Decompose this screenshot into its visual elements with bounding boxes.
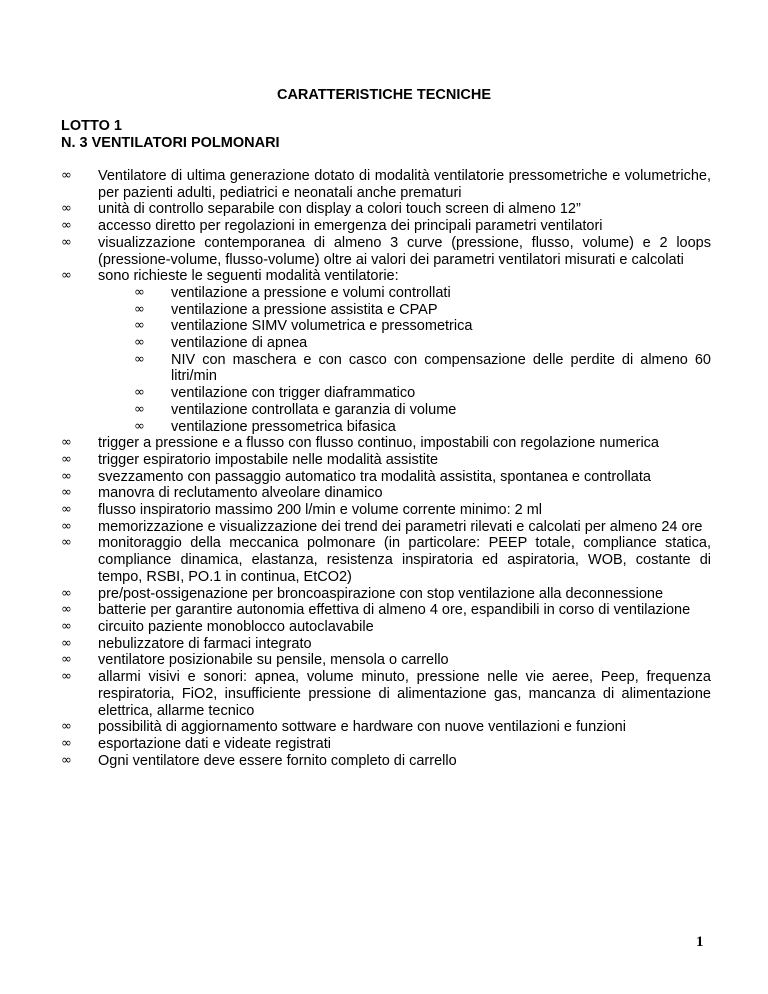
sub-list-item-text: ventilazione con trigger diaframmatico: [171, 385, 416, 402]
lot-heading: [61, 118, 280, 152]
list-item-text: allarmi visivi e sonori: apnea, volume minuto, pressione nelle vie aeree, Peep, frequenza respiratoria, FiO2, insufficiente pressione di alimentazione gas, mancanza di alimentazione elettrica, allarme tecnico: [98, 669, 711, 719]
sub-list-item: [98, 318, 711, 335]
list-item: [61, 452, 711, 469]
list-item-text: flusso inspiratorio massimo 200 l/min e volume corrente minimo: 2 ml: [98, 502, 543, 519]
bullet-icon: ∞: [61, 535, 72, 551]
list-item-text: trigger a pressione e a flusso con flusso continuo, impostabili con regolazione numerica: [98, 435, 659, 452]
list-item: [61, 218, 711, 235]
bullet-icon: ∞: [61, 669, 72, 685]
list-item: [61, 435, 711, 452]
list-item-text: visualizzazione contemporanea di almeno 3 curve (pressione, flusso, volume) e 2 loops (pressione-volume, flusso-volume) oltre ai valori dei parametri ventilatori misurati e calcolati: [98, 234, 711, 268]
list-item: [61, 535, 711, 585]
sub-list-item: [98, 385, 711, 402]
list-item: [61, 201, 711, 218]
bullet-icon: ∞: [61, 585, 72, 601]
bullet-icon: ∞: [61, 602, 72, 618]
sub-list-item-text: ventilazione pressometrica bifasica: [171, 418, 396, 435]
list-item-text: ventilatore posizionabile su pensile, mensola o carrello: [98, 652, 449, 669]
list-item: [61, 719, 711, 736]
lot-number: LOTTO 1: [61, 118, 122, 134]
list-item: [61, 268, 711, 435]
list-item: [61, 669, 711, 719]
bullet-icon: ∞: [61, 635, 72, 651]
list-item: [61, 519, 711, 536]
list-item-text: pre/post-ossigenazione per broncoaspirazione con stop ventilazione alla deconnessione: [98, 585, 664, 602]
bullet-icon: ∞: [61, 518, 72, 534]
bullet-icon: ∞: [61, 268, 72, 284]
list-item-text: monitoraggio della meccanica polmonare (in particolare: PEEP totale, compliance statica, compliance dinamica, elastanza, resistenza inspiratoria ed aspiratoria, WOB, costante di tempo, RSBI, PO.1 in continua, EtCO2): [98, 535, 711, 585]
list-item-text: batterie per garantire autonomia effettiva di almeno 4 ore, espandibili in corso di ventilazione: [98, 602, 691, 619]
bullet-icon: ∞: [61, 168, 72, 183]
list-item-text: Ventilatore di ultima generazione dotato di modalità ventilatorie pressometriche e volumetriche, per pazienti adulti, pediatrici e neonatali anche prematuri: [98, 168, 711, 201]
list-item-text: Ogni ventilatore deve essere fornito completo di carrello: [98, 752, 457, 769]
sub-list-item-text: ventilazione SIMV volumetrica e pressometrica: [171, 318, 473, 335]
list-item-text: circuito paziente monoblocco autoclavabile: [98, 618, 374, 635]
bullet-icon: ∞: [134, 335, 145, 351]
sub-list-item-text: ventilazione a pressione assistita e CPAP: [171, 301, 438, 318]
bullet-icon: ∞: [134, 301, 145, 317]
bullet-icon: ∞: [61, 752, 72, 768]
bullet-icon: ∞: [61, 652, 72, 668]
bullet-icon: ∞: [61, 218, 72, 234]
list-item-text: nebulizzatore di farmaci integrato: [98, 635, 312, 652]
list-item-text: unità di controllo separabile con display a colori touch screen di almeno 12”: [98, 201, 581, 218]
sub-list-item: [98, 402, 711, 419]
list-item: [61, 602, 711, 619]
bullet-icon: ∞: [61, 201, 72, 217]
document-title: CARATTERISTICHE TECNICHE: [276, 87, 491, 103]
bullet-icon: ∞: [61, 735, 72, 751]
sub-list-item-text: NIV con maschera e con casco con compensazione delle perdite di almeno 60 litri/min: [171, 351, 711, 385]
bullet-icon: ∞: [134, 401, 145, 417]
list-item: [61, 636, 711, 653]
bullet-icon: ∞: [61, 502, 72, 518]
list-item: [61, 753, 711, 770]
bullet-icon: ∞: [61, 719, 72, 735]
bullet-icon: ∞: [134, 418, 145, 434]
list-item-text: trigger espiratorio impostabile nelle modalità assistite: [98, 451, 439, 468]
bullet-icon: ∞: [61, 435, 72, 451]
sub-list-item-text: ventilazione di apnea: [171, 335, 308, 352]
list-item: [61, 502, 711, 519]
list-item-text: sono richieste le seguenti modalità ventilatorie:: [98, 268, 399, 285]
sub-list-item: [98, 335, 711, 352]
bullet-icon: ∞: [61, 451, 72, 467]
list-item: [61, 168, 711, 201]
bullet-icon: ∞: [134, 351, 145, 367]
sub-list-item: [98, 285, 711, 302]
sub-list-item: [98, 352, 711, 385]
sub-list-item: [98, 419, 711, 436]
ventilation-modes-sublist: [98, 285, 711, 435]
list-item-text: memorizzazione e visualizzazione dei trend dei parametri rilevati e calcolati per almeno 24 ore: [98, 518, 703, 535]
list-item-text: svezzamento con passaggio automatico tra modalità assistita, spontanea e controllata: [98, 468, 651, 485]
list-item: [61, 619, 711, 636]
list-item: [61, 235, 711, 268]
list-item: [61, 652, 711, 669]
list-item-text: possibilità di aggiornamento sottware e hardware con nuove ventilazioni e funzioni: [98, 719, 626, 736]
lot-subtitle: N. 3 VENTILATORI POLMONARI: [61, 135, 280, 151]
bullet-icon: ∞: [61, 234, 72, 250]
bullet-icon: ∞: [61, 618, 72, 634]
bullet-icon: ∞: [61, 485, 72, 501]
page-number: 1: [696, 934, 704, 950]
bullet-icon: ∞: [134, 385, 145, 401]
sub-list-item: [98, 302, 711, 319]
sub-list-item-text: ventilazione a pressione e volumi controllati: [171, 284, 451, 301]
bullet-icon: ∞: [61, 468, 72, 484]
list-item: [61, 469, 711, 486]
bullet-icon: ∞: [134, 284, 145, 300]
list-item-text: manovra di reclutamento alveolare dinamico: [98, 485, 383, 502]
list-item-text: accesso diretto per regolazioni in emergenza dei principali parametri ventilatori: [98, 218, 603, 235]
requirements-list: [61, 168, 711, 769]
list-item-text: esportazione dati e videate registrati: [98, 735, 331, 752]
list-item: [61, 586, 711, 603]
bullet-icon: ∞: [134, 318, 145, 334]
list-item: [61, 485, 711, 502]
list-item: [61, 736, 711, 753]
sub-list-item-text: ventilazione controllata e garanzia di volume: [171, 401, 457, 418]
